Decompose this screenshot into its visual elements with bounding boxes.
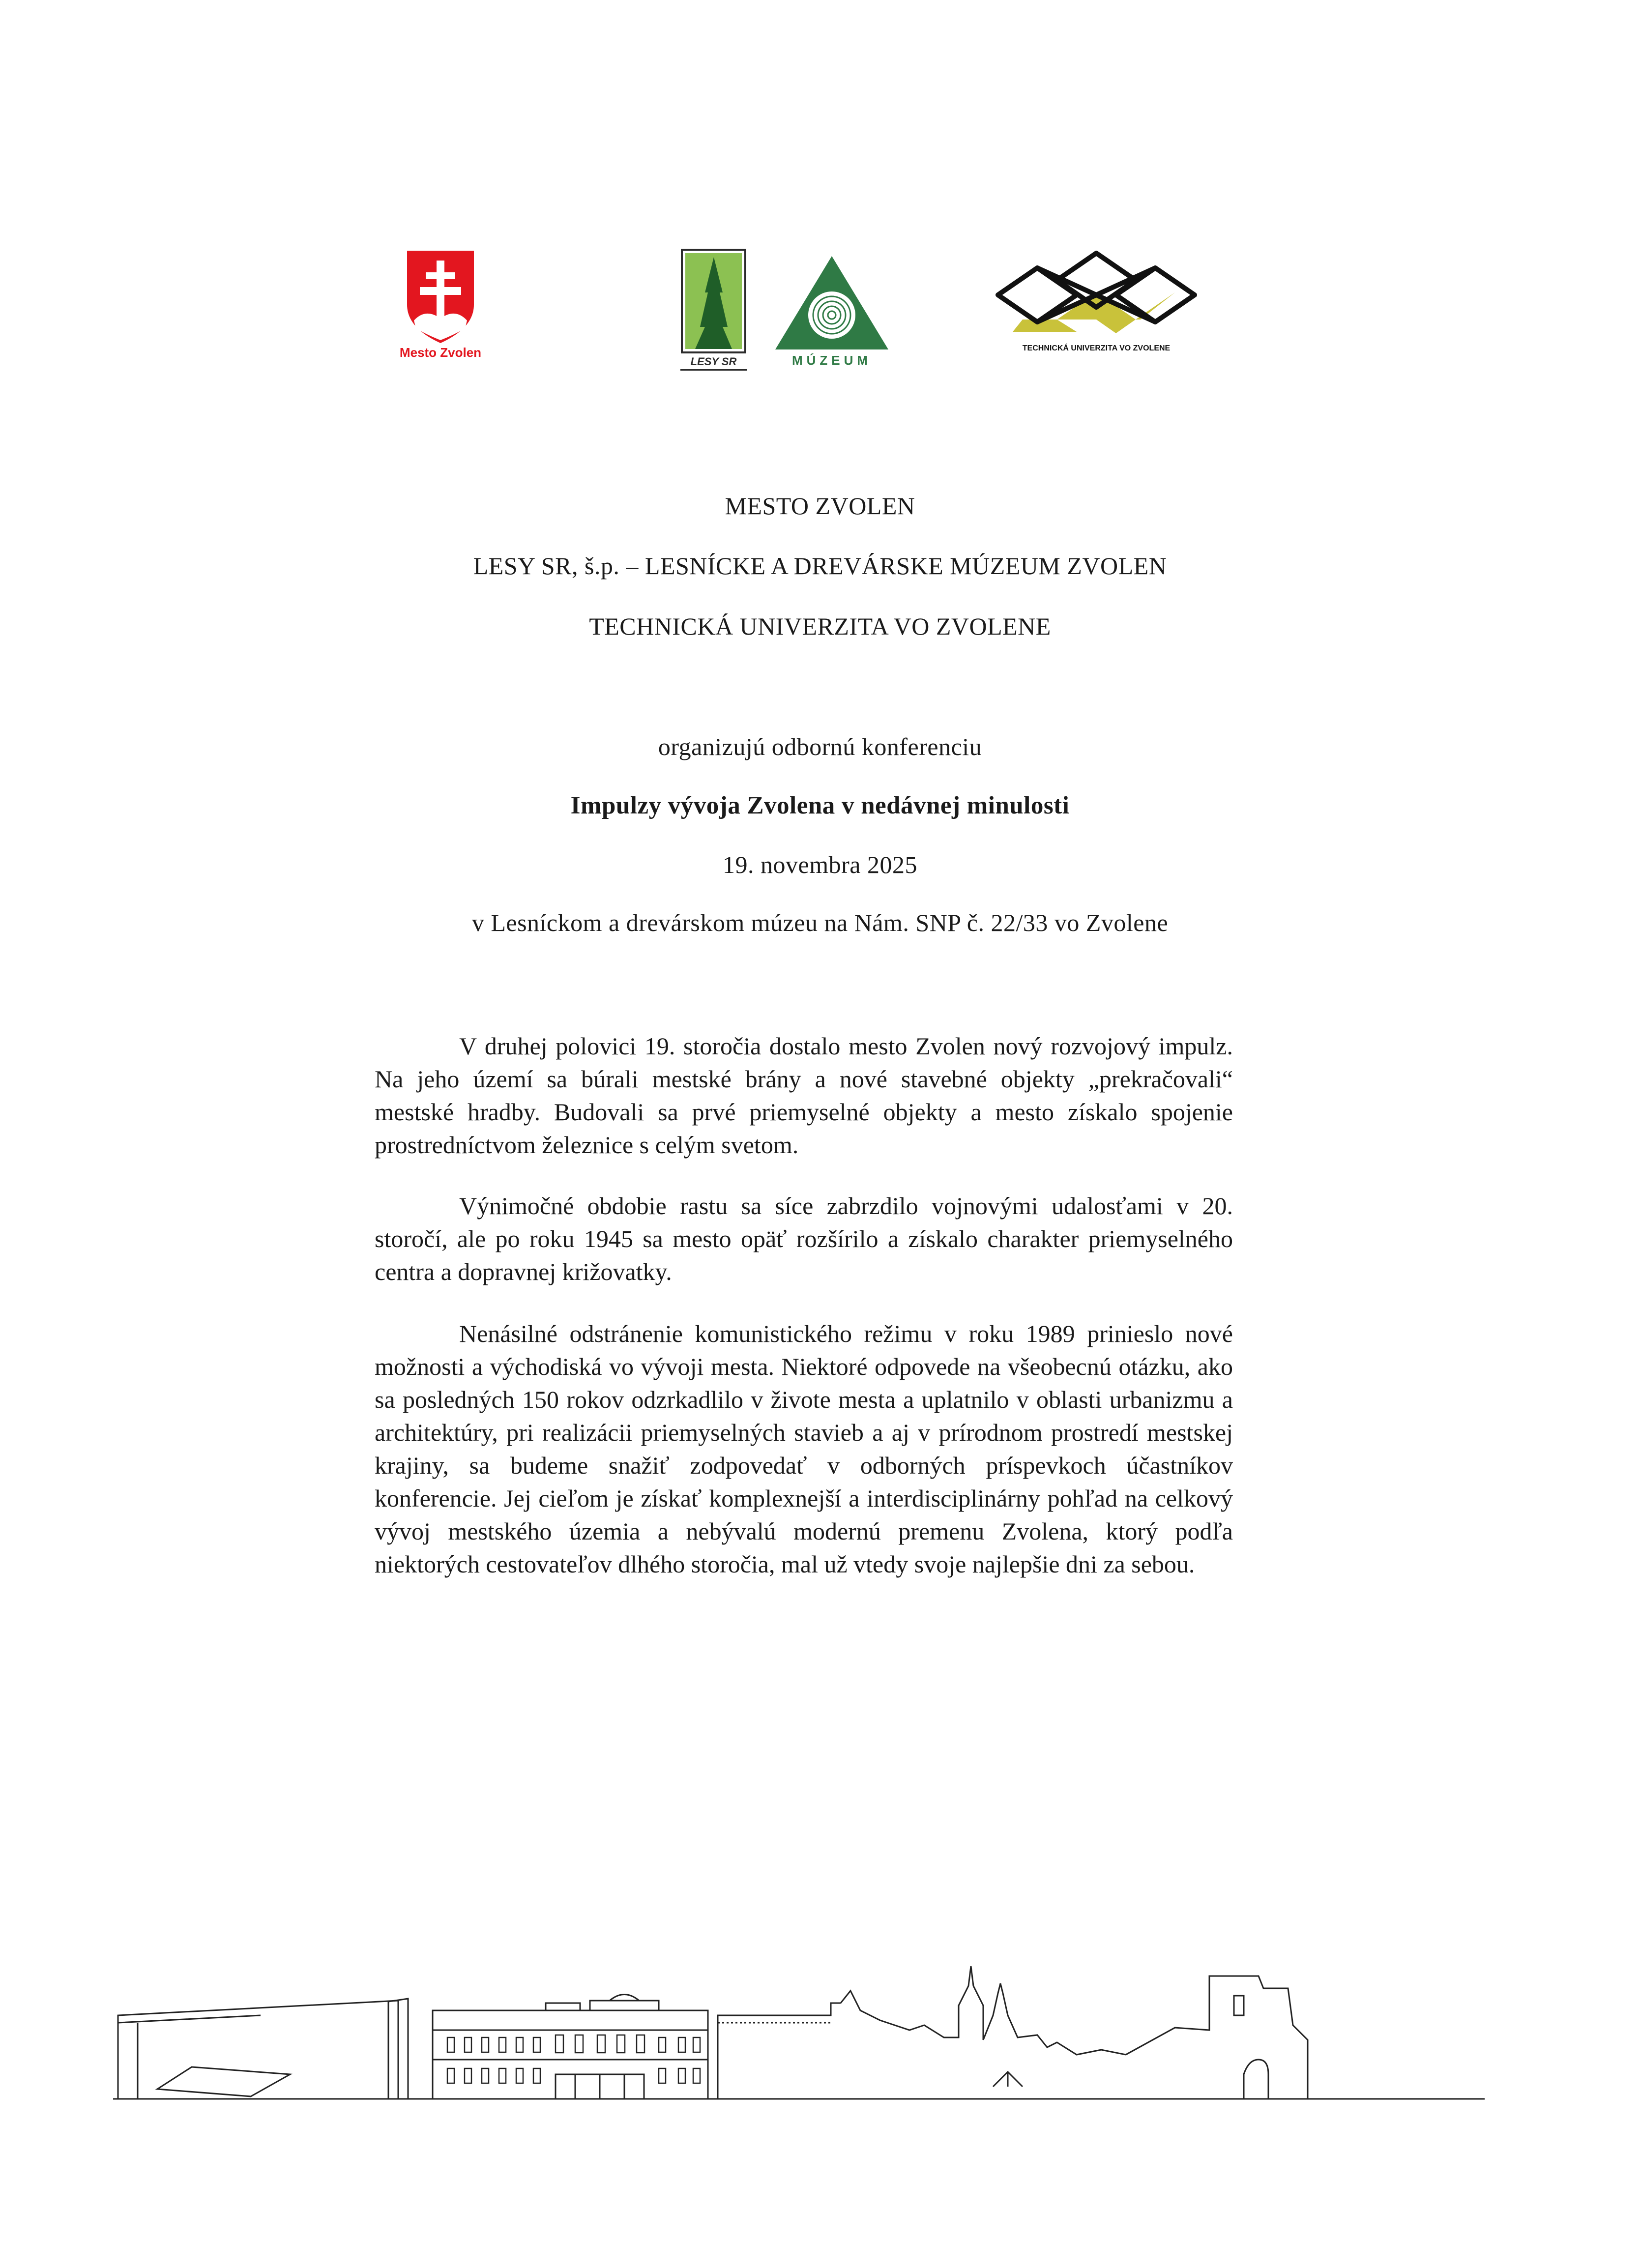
conference-date: 19. novembra 2025 <box>723 851 917 878</box>
paragraph-3: Nenásilné odstránenie komunistického režimu v roku 1989 prinieslo nové možnosti a východiská vo vývoji mesta. Niektoré odpovede na všeobecnú otázku, ako sa posledných 150 rokov odzrkadlilo v živote mesta a uplatnilo v oblasti urbanizmu a architektúry, pri realizácii priemyselných stavieb a aj v prírodnom prostredí mestskej krajiny, sa budeme snažiť zodpovedať v odborných príspevkoch účastníkov konferencie. Jej cieľom je získať komplexnejší a interdisciplinárny pohľad na celkový vývoj mestského územia a nebývalú modernú premenu Zvolena, ktorý podľa niektorých cestovateľov dlhého storočia, mal už vtedy svoje najlepšie dni za sebou. <box>375 1320 1233 1578</box>
conference-title: Impulzy vývoja Zvolena v nedávnej minulosti <box>570 792 1070 819</box>
coat-of-arms-icon <box>391 247 490 345</box>
lesy-sr-underline <box>680 369 747 371</box>
organizer-lesy-sr-muzeum: LESY SR, š.p. – LESNÍCKE A DREVÁRSKE MÚZEUM ZVOLEN <box>473 552 1167 580</box>
organizer-technicka-univerzita: TECHNICKÁ UNIVERZITA VO ZVOLENE <box>589 612 1051 640</box>
logo-lesy-sr <box>680 248 747 376</box>
logo-mesto-zvolen <box>391 247 490 365</box>
organizer-mesto-zvolen: MESTO ZVOLEN <box>725 492 915 520</box>
tree-icon <box>680 248 747 354</box>
event-intro: organizujú odbornú konferenciu <box>658 733 982 760</box>
paragraph-1: V druhej polovici 19. storočia dostalo mesto Zvolen nový rozvojový impulz. Na jeho území sa búrali mestské brány a nové stavebné objekty „prekračovali“ mestské hradby. Budovali sa prvé priemyselné objekty a mesto získalo spojenie prostredníctvom železnice s celým svetom. <box>375 1032 1233 1159</box>
paragraph-2: Výnimočné obdobie rastu sa síce zabrzdilo vojnovými udalosťami v 20. storočí, ale po roku 1945 sa mesto opäť rozšírilo a získalo charakter priemyselného centra a dopravnej križovatky. <box>375 1192 1233 1285</box>
logo-muzeum <box>773 254 891 372</box>
tu-zvolen-label: TECHNICKÁ UNIVERZITA VO ZVOLENE <box>1022 344 1171 352</box>
conference-venue: v Lesníckom a drevárskom múzeu na Nám. SNP č. 22/33 vo Zvolene <box>471 909 1169 936</box>
logo-technicka-univerzita <box>993 246 1200 364</box>
mesto-zvolen-label: Mesto Zvolen <box>399 345 482 360</box>
muzeum-label: MÚZEUM <box>791 353 872 368</box>
town-skyline-illustration <box>113 1956 1519 2104</box>
lesy-sr-label: LESY SR <box>690 355 737 368</box>
tree-rings-icon <box>773 254 891 352</box>
tu-zvolen-emblem-icon <box>993 246 1200 339</box>
